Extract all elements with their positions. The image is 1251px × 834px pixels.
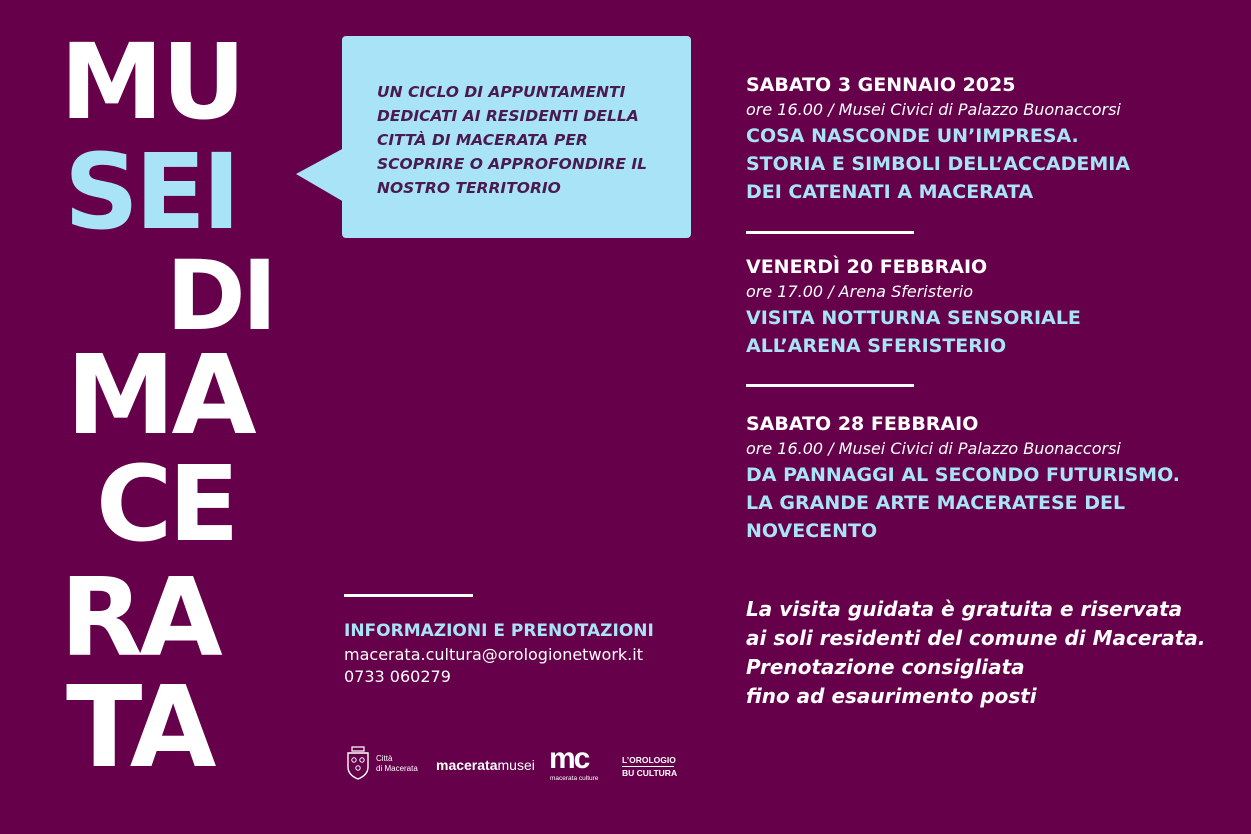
event-meta: ore 16.00 / Musei Civici di Palazzo Buonaccorsi bbox=[746, 439, 1121, 458]
event-title-line: DEI CATENATI A MACERATA bbox=[746, 181, 1034, 203]
note-line: fino ad esaurimento posti bbox=[746, 684, 1037, 708]
title-word-sei: SEI bbox=[64, 131, 237, 253]
title-word-ce: CE bbox=[96, 443, 236, 565]
event-title-line: LA GRANDE ARTE MACERATESE DEL bbox=[746, 492, 1126, 514]
logo-musei-part1: macerata bbox=[436, 757, 498, 773]
title-word-ra: RA bbox=[60, 556, 219, 681]
event-3 bbox=[746, 411, 1226, 545]
logo-mc-sub: macerata culture bbox=[550, 775, 599, 782]
event-title-line: COSA NASCONDE UN’IMPRESA. bbox=[746, 125, 1079, 147]
title-word-di: DI bbox=[166, 240, 274, 352]
event-title-line: STORIA E SIMBOLI DELL’ACCADEMIA bbox=[746, 153, 1131, 175]
event-time: ore 16.00 bbox=[746, 100, 824, 119]
info-separator bbox=[344, 594, 473, 597]
event-date: VENERDÌ 20 FEBBRAIO bbox=[746, 256, 988, 278]
event-meta: ore 17.00 / Arena Sferisterio bbox=[746, 282, 973, 301]
event-place: Arena Sferisterio bbox=[838, 282, 973, 301]
event-title-line: ALL’ARENA SFERISTERIO bbox=[746, 335, 1007, 357]
logo-orologio-line2: BU CULTURA bbox=[622, 768, 678, 778]
speech-bubble-tail bbox=[296, 148, 344, 202]
logo-citta-line2: di Macerata bbox=[376, 764, 418, 773]
event-place: Musei Civici di Palazzo Buonaccorsi bbox=[838, 100, 1121, 119]
logo-citta-line1: Città bbox=[376, 754, 393, 763]
logo-orologio-line1: L’OROLOGIO bbox=[622, 755, 676, 765]
note-line: Prenotazione consigliata bbox=[746, 655, 1025, 679]
event-time: ore 16.00 bbox=[746, 439, 824, 458]
info-title: INFORMAZIONI E PRENOTAZIONI bbox=[344, 621, 654, 641]
event-title-line: DA PANNAGGI AL SECONDO FUTURISMO. bbox=[746, 464, 1181, 486]
separator-line bbox=[746, 231, 914, 234]
event-2 bbox=[746, 254, 1226, 360]
event-place: Musei Civici di Palazzo Buonaccorsi bbox=[838, 439, 1121, 458]
event-date: SABATO 28 FEBBRAIO bbox=[746, 413, 979, 435]
title-word-ma: MA bbox=[66, 331, 253, 459]
event-title-line: VISITA NOTTURNA SENSORIALE bbox=[746, 307, 1081, 329]
speech-bubble bbox=[342, 36, 691, 238]
coat-of-arms-icon bbox=[344, 745, 372, 781]
event-1 bbox=[746, 72, 1226, 206]
event-date: SABATO 3 GENNAIO 2025 bbox=[746, 74, 1016, 96]
info-phone[interactable]: 0733 060279 bbox=[344, 667, 451, 686]
event-meta: ore 16.00 / Musei Civici di Palazzo Buonaccorsi bbox=[746, 100, 1121, 119]
note-line: ai soli residenti del comune di Macerata. bbox=[746, 626, 1206, 650]
event-time: ore 17.00 bbox=[746, 282, 824, 301]
visit-note bbox=[746, 595, 1241, 711]
title-word-ta: TA bbox=[66, 663, 213, 793]
info-email[interactable]: macerata.cultura@orologionetwork.it bbox=[344, 645, 643, 664]
logo-musei-part2: musei bbox=[497, 757, 535, 773]
title-word-mu: MU bbox=[60, 21, 244, 143]
event-title-line: NOVECENTO bbox=[746, 520, 878, 542]
note-line: La visita guidata è gratuita e riservata bbox=[746, 597, 1183, 621]
intro-text: UN CICLO DI APPUNTAMENTI DEDICATI AI RESIDENTI DELLA CITTÀ DI MACERATA PER SCOPRIRE O APPROFONDIRE IL NOSTRO TERRITORIO bbox=[377, 83, 648, 197]
logo-mc-mark: mc bbox=[549, 742, 589, 775]
logo-orologio-rule bbox=[622, 766, 674, 767]
logo-macerata-musei bbox=[436, 757, 535, 773]
separator-line bbox=[746, 384, 914, 387]
